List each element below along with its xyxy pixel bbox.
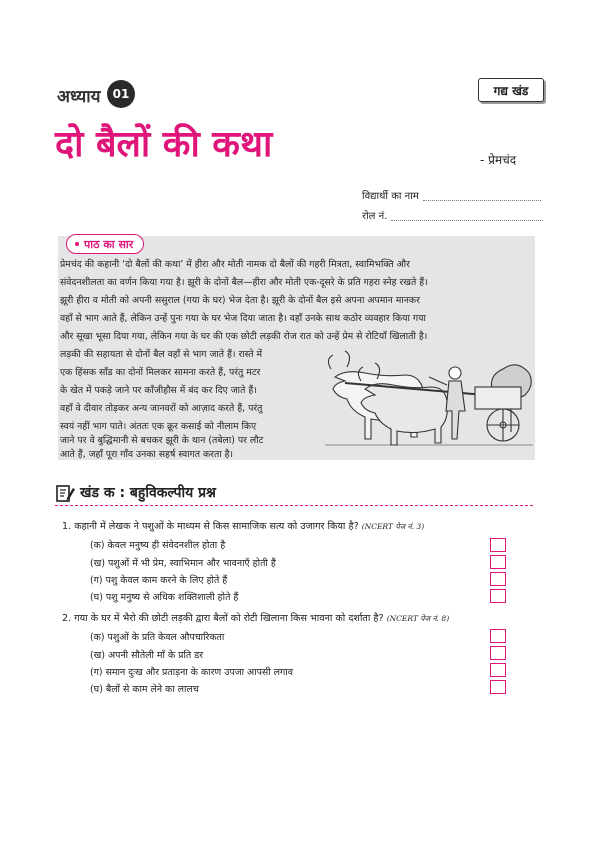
section-tag: गद्य खंड xyxy=(478,78,544,102)
divider xyxy=(55,505,533,506)
answer-checkbox[interactable] xyxy=(490,646,506,660)
option-2a: (क) पशुओं के प्रति केवल औपचारिकता xyxy=(90,632,225,643)
question-1 xyxy=(62,519,424,532)
question-2 xyxy=(62,611,449,624)
summary-line: संवेदनशीलता का वर्णन किया गया है। झूरी के दोनों बैल—हीरा और मोती एक-दूसरे के प्रति गहरा स्नेह रखते हैं। xyxy=(60,277,428,288)
option-1a: (क) केवल मनुष्य ही संवेदनशील होता है xyxy=(90,540,226,551)
bullet-icon xyxy=(75,242,79,246)
option-2c: (ग) समान दुःख और प्रताड़ना के कारण उपजा आपसी लगाव xyxy=(90,667,293,678)
option-1c: (ग) पशु केवल काम करने के लिए होते हैं xyxy=(90,575,228,586)
option-1b: (ख) पशुओं में भी प्रेम, स्वाभिमान और भावनाएँ होती हैं xyxy=(90,558,276,569)
chapter-number-badge: 01 xyxy=(107,80,135,108)
summary-tab-label: पाठ का सार xyxy=(84,237,134,251)
roll-number-field[interactable] xyxy=(362,208,543,222)
answer-checkbox[interactable] xyxy=(490,629,506,643)
answer-checkbox[interactable] xyxy=(490,538,506,552)
lesson-title: दो बैलों की कथा xyxy=(55,124,273,165)
summary-tab xyxy=(66,234,144,254)
summary-line: एक हिंसक साँड का दोनों मिलकर सामना करते हैं, परंतु मटर xyxy=(60,367,261,378)
option-1d: (घ) पशु मनुष्य से अधिक शक्तिशाली होते हैं xyxy=(90,592,239,603)
summary-line: के खेत में पकड़े जाने पर काँजीहौस में बंद कर दिए जाते हैं। xyxy=(60,385,257,396)
mcq-section-title: खंड क : बहुविकल्पीय प्रश्न xyxy=(80,485,216,501)
bullock-cart-illustration xyxy=(325,337,533,457)
answer-checkbox[interactable] xyxy=(490,589,506,603)
answer-checkbox[interactable] xyxy=(490,663,506,677)
option-2d: (घ) बैलों से काम लेने का लालच xyxy=(90,684,199,695)
ncert-reference: (NCERT पेज नं. 3) xyxy=(361,522,425,531)
option-2b: (ख) अपनी सौतेली माँ के प्रति डर xyxy=(90,650,204,661)
summary-line: स्वयं नहीं भाग पाते। अंततः एक क्रूर कसाई को नीलाम किए xyxy=(60,421,257,432)
answer-checkbox[interactable] xyxy=(490,572,506,586)
roll-number-line[interactable] xyxy=(391,220,543,221)
question-text: 1. कहानी में लेखक ने पशुओं के माध्यम से किस सामाजिक सत्य को उजागर किया है? xyxy=(62,521,359,532)
summary-line: झूरी हीरा व मोती को अपनी ससुराल (गया के घर) भेज देता है। झूरी के दोनों बैल इसे अपना अपमान मानकर xyxy=(60,295,420,306)
answer-checkbox[interactable] xyxy=(490,680,506,694)
pencil-note-icon xyxy=(55,483,75,503)
chapter-label: अध्याय xyxy=(57,87,101,107)
student-name-field[interactable] xyxy=(362,188,541,202)
summary-line: वहाँ वे दीवार तोड़कर अन्य जानवरों को आज़ाद करते हैं, परंतु xyxy=(60,403,263,414)
roll-number-label: रोल नं. xyxy=(362,211,388,222)
ncert-reference: (NCERT पेज नं. 8) xyxy=(386,614,450,623)
summary-line: वहाँ से भाग आते हैं, लेकिन उन्हें पुनः गया के घर भेज दिया जाता है। वहाँ उनके साथ कठोर व्यवहार किया गया xyxy=(60,313,426,324)
student-name-label: विद्यार्थी का नाम xyxy=(362,191,419,202)
summary-line: और सूखा भूसा दिया गया, लेकिन गया के घर की एक छोटी लड़की रोज रात को उन्हें प्रेम से रोटियाँ खिलाती है। xyxy=(60,331,428,342)
student-name-line[interactable] xyxy=(423,200,541,201)
summary-line: आते हैं, जहाँ पूरा गाँव उनका सहर्ष स्वागत करता है। xyxy=(60,449,234,460)
summary-line: लड़की की सहायता से दोनों बैल वहाँ से भाग जाते हैं। रास्ते में xyxy=(60,349,263,360)
summary-line: प्रेमचंद की कहानी ‘दो बैलों की कथा’ में हीरा और मोती नामक दो बैलों की गहरी मित्रता, स्वामिभक्ति और xyxy=(60,259,410,270)
answer-checkbox[interactable] xyxy=(490,555,506,569)
author-name: - प्रेमचंद xyxy=(480,153,517,167)
question-text: 2. गया के घर में भैरो की छोटी लड़की द्वारा बैलों को रोटी खिलाना किस भावना को दर्शाता है? xyxy=(62,613,384,624)
summary-line: जाने पर वे बुद्धिमानी से बचकर झूरी के थान (तबेला) पर लौट xyxy=(60,435,264,446)
